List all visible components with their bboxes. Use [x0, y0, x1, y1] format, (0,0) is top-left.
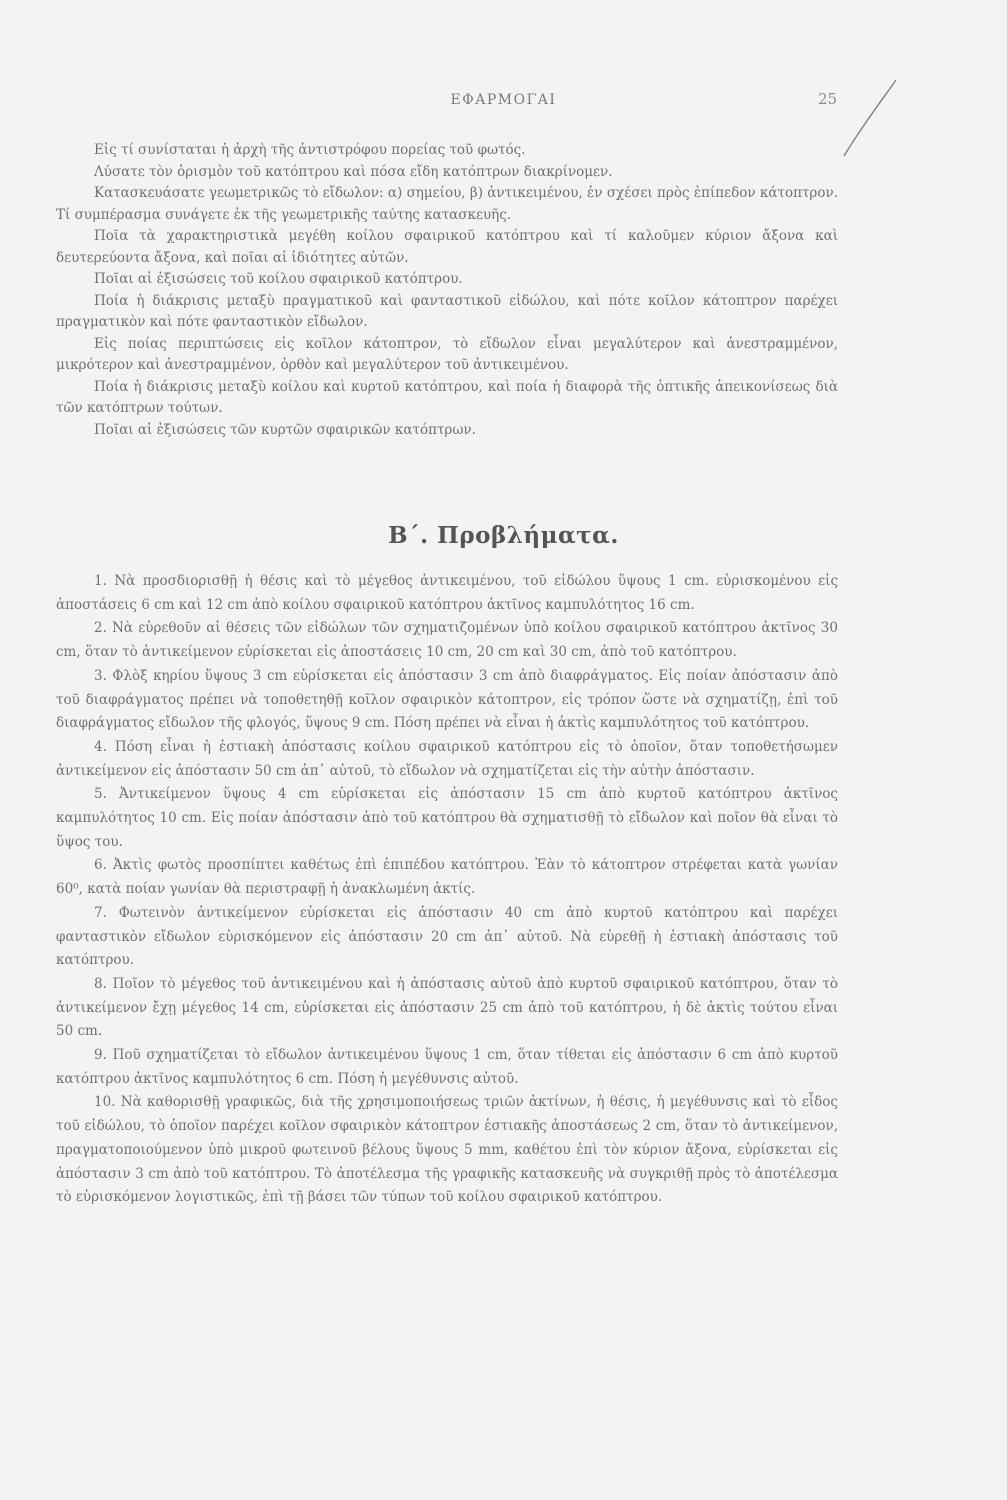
problem-paragraph: 8. Ποῖον τὸ μέγεθος τοῦ ἀντικειμένου καὶ ἡ ἀπόστασις αὐτοῦ ἀπὸ κυρτοῦ σφαιρικοῦ κατόπτρου, ὅταν τὸ ἀντικείμενον ἔχῃ μέγεθος 14 cm, εὑρίσκεται εἰς ἀπόστασιν 25 cm ἀπὸ τοῦ κατόπτρου, ἡ δὲ ἀκτὶς τούτου εἶναι 50 cm. [56, 975, 838, 1040]
question-paragraph: Ποία ἡ διάκρισις μεταξὺ κοίλου καὶ κυρτοῦ κατόπτρου, καὶ ποία ἡ διαφορὰ τῆς ὀπτικῆς ἀπεικονίσεως διὰ τῶν κατόπτρων τούτων. [56, 378, 838, 416]
problem-paragraph: 9. Ποῦ σχηματίζεται τὸ εἴδωλον ἀντικειμένου ὕψους 1 cm, ὅταν τίθεται εἰς ἀπόστασιν 6 cm ἀπὸ κυρτοῦ κατόπτρου ἀκτῖνος καμπυλότητος 6 cm. Πόση ἡ μεγέθυνσις αὐτοῦ. [56, 1047, 838, 1087]
problem-paragraph: 6. Ἀκτὶς φωτὸς προσπίπτει καθέτως ἐπὶ ἐπιπέδου κατόπτρου. Ἐὰν τὸ κάτοπτρον στρέφεται κατὰ γωνίαν 60⁰, κατὰ ποίαν γωνίαν θὰ περιστραφῇ ἡ ἀνακλωμένη ἀκτίς. [56, 857, 838, 898]
section-heading: Β΄. Προβλήματα. [388, 522, 619, 549]
question-paragraph: Ποῖα τὰ χαρακτηριστικὰ μεγέθη κοίλου σφαιρικοῦ κατόπτρου καὶ τί καλοῦμεν κύριον ἄξονα καὶ δευτερεύοντα ἄξονα, καὶ ποῖαι αἱ ἰδιότητες αὐτῶν. [56, 228, 838, 266]
question-paragraph: Εἰς ποίας περιπτώσεις εἰς κοῖλον κάτοπτρον, τὸ εἴδωλον εἶναι μεγαλύτερον καὶ ἀνεστραμμένον, μικρότερον καὶ ἀνεστραμμένον, ὀρθὸν καὶ μεγαλύτερον τοῦ ἀντικειμένου. [56, 335, 838, 373]
problem-paragraph: 3. Φλὸξ κηρίου ὕψους 3 cm εὑρίσκεται εἰς ἀπόστασιν 3 cm ἀπὸ διαφράγματος. Εἰς ποίαν ἀπόστασιν ἀπὸ τοῦ διαφράγματος πρέπει νὰ τοποθετηθῇ κοῖλον σφαιρικὸν κάτοπτρον, εἰς τρόπον ὥστε νὰ σχηματίζῃ, ἐπὶ τοῦ διαφράγματος εἴδωλον τῆς φλογός, ὕψους 9 cm. Πόση πρέπει νὰ εἶναι ἡ ἀκτὶς καμπυλότητος τοῦ κατόπτρου. [56, 667, 838, 732]
review-questions [56, 140, 838, 441]
question-paragraph: Κατασκευάσατε γεωμετρικῶς τὸ εἴδωλον: α) σημείου, β) ἀντικειμένου, ἐν σχέσει πρὸς ἐπίπεδον κάτοπτρον. Τί συμπέρασμα συνάγετε ἐκ τῆς γεωμετρικῆς ταύτης κατασκευῆς. [56, 185, 838, 223]
running-title: ΕΦΑΡΜΟΓΑΙ [450, 92, 557, 108]
problem-paragraph: 7. Φωτεινὸν ἀντικείμενον εὑρίσκεται εἰς ἀπόστασιν 40 cm ἀπὸ κυρτοῦ κατόπτρου καὶ παρέχει φανταστικὸν εἴδωλον εὑρισκόμενον εἰς ἀπόστασιν 20 cm ἀπ᾽ αὐτοῦ. Νὰ εὑρεθῇ ἡ ἑστιακὴ ἀπόστασις τοῦ κατόπτρου. [56, 904, 838, 969]
page-number: 25 [818, 90, 838, 108]
question-paragraph: Ποῖαι αἱ ἐξισώσεις τῶν κυρτῶν σφαιρικῶν κατόπτρων. [94, 421, 476, 438]
question-paragraph: Λύσατε τὸν ὁρισμὸν τοῦ κατόπτρου καὶ πόσα εἴδη κατόπτρων διακρίνομεν. [94, 163, 613, 180]
problems-list [56, 570, 838, 1210]
question-paragraph: Ποῖαι αἱ ἐξισώσεις τοῦ κοίλου σφαιρικοῦ κατόπτρου. [94, 271, 463, 287]
problem-paragraph: 4. Πόση εἶναι ἡ ἑστιακὴ ἀπόστασις κοίλου σφαιρικοῦ κατόπτρου εἰς τὸ ὁποῖον, ὅταν τοποθετήσωμεν ἀντικείμενον εἰς ἀπόστασιν 50 cm ἀπ᾽ αὐτοῦ, τὸ εἴδωλον νὰ σχηματίζεται εἰς τὴν αὐτὴν ἀπόστασιν. [56, 738, 838, 779]
problem-paragraph: 2. Νὰ εὑρεθοῦν αἱ θέσεις τῶν εἰδώλων τῶν σχηματιζομένων ὑπὸ κοίλου σφαιρικοῦ κατόπτρου ἀκτῖνος 30 cm, ὅταν τὸ ἀντικείμενον εὑρίσκεται εἰς ἀποστάσεις 10 cm, 20 cm καὶ 30 cm, ἀπὸ τοῦ κατόπτρου. [56, 620, 838, 661]
problem-paragraph: 5. Ἀντικείμενον ὕψους 4 cm εὑρίσκεται εἰς ἀπόστασιν 15 cm ἀπὸ κυρτοῦ κατόπτρου ἀκτῖνος καμπυλότητος 10 cm. Εἰς ποίαν ἀπόστασιν ἀπὸ τοῦ κατόπτρου θὰ σχηματισθῇ τὸ εἴδωλον καὶ ποῖον θὰ εἶναι τὸ ὕψος του. [56, 786, 838, 850]
problem-paragraph: 10. Νὰ καθορισθῇ γραφικῶς, διὰ τῆς χρησιμοποιήσεως τριῶν ἀκτίνων, ἡ θέσις, ἡ μεγέθυνσις καὶ τὸ εἶδος τοῦ εἰδώλου, τὸ ὁποῖον παρέχει κοῖλον σφαιρικὸν κάτοπτρον ἑστιακῆς ἀποστάσεως 2 cm, ὅταν τὸ ἀντικείμενον, πραγματοποιούμενον ὑπὸ μικροῦ φωτεινοῦ βέλους ὕψους 5 mm, καθέτου ἐπὶ τὸν κύριον ἄξονα, εὑρίσκεται εἰς ἀπόστασιν 3 cm ἀπὸ τοῦ κατόπτρου. Τὸ ἀποτέλεσμα τῆς γραφικῆς κατασκευῆς νὰ συγκριθῇ πρὸς τὸ ἀποτέλεσμα τὸ εὑρισκόμενον λογιστικῶς, ἐπὶ τῇ βάσει τῶν τύπων τοῦ κοίλου σφαιρικοῦ κατόπτρου. [56, 1094, 838, 1206]
pen-stroke-mark [838, 78, 898, 160]
question-paragraph: Εἰς τί συνίσταται ἡ ἀρχὴ τῆς ἀντιστρόφου πορείας τοῦ φωτός. [94, 142, 526, 158]
question-paragraph: Ποία ἡ διάκρισις μεταξὺ πραγματικοῦ καὶ φανταστικοῦ εἰδώλου, καὶ πότε κοῖλον κάτοπτρον παρέχει πραγματικὸν καὶ πότε φανταστικὸν εἴδωλον. [56, 292, 838, 330]
problem-paragraph: 1. Νὰ προσδιορισθῇ ἡ θέσις καὶ τὸ μέγεθος ἀντικειμένου, τοῦ εἰδώλου ὕψους 1 cm. εὑρισκομένου εἰς ἀποστάσεις 6 cm καὶ 12 cm ἀπὸ κοίλου σφαιρικοῦ κατόπτρου ἀκτῖνος καμπυλότητος 16 cm. [56, 573, 838, 613]
